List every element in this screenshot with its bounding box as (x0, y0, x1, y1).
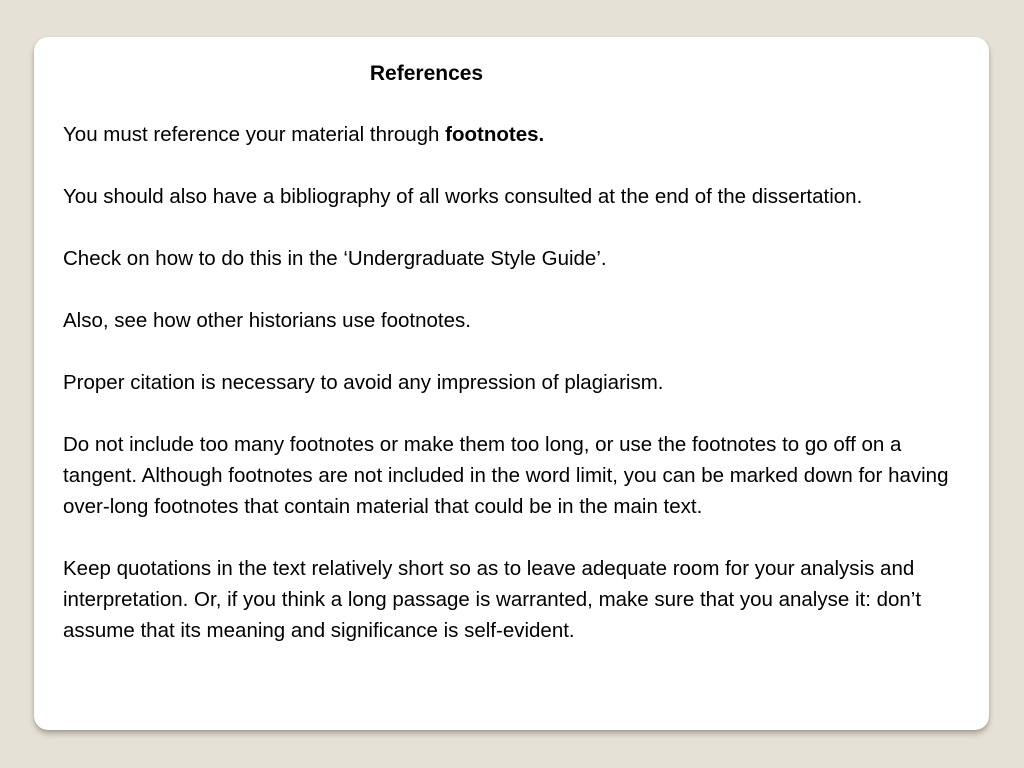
paragraph-other-historians: Also, see how other historians use footnotes. (63, 309, 471, 332)
paragraph-bibliography: You should also have a bibliography of all works consulted at the end of the dissertation. (63, 185, 863, 208)
paragraph-style-guide: Check on how to do this in the ‘Undergraduate Style Guide’. (63, 247, 607, 270)
slide-body (63, 119, 973, 646)
paragraph-quotations: Keep quotations in the text relatively short so as to leave adequate room for your analysis and interpretation. Or, if you think a long passage is warranted, make sure that you analyse it: don’t assume that its meaning and significance is self-evident. (63, 557, 922, 642)
paragraph-footnotes-text: You must reference your material through (63, 123, 446, 146)
footnotes-emphasis: footnotes. (445, 123, 545, 146)
paragraph-footnotes (63, 119, 973, 150)
slide-title: References (369, 62, 484, 85)
paragraph-citation: Proper citation is necessary to avoid any impression of plagiarism. (63, 371, 664, 394)
slide-card (34, 37, 989, 730)
paragraph-footnote-length: Do not include too many footnotes or make them too long, or use the footnotes to go off on a tangent. Although footnotes are not included in the word limit, you can be marked down for having over-long footnotes that contain material that could be in the main text. (63, 433, 949, 518)
